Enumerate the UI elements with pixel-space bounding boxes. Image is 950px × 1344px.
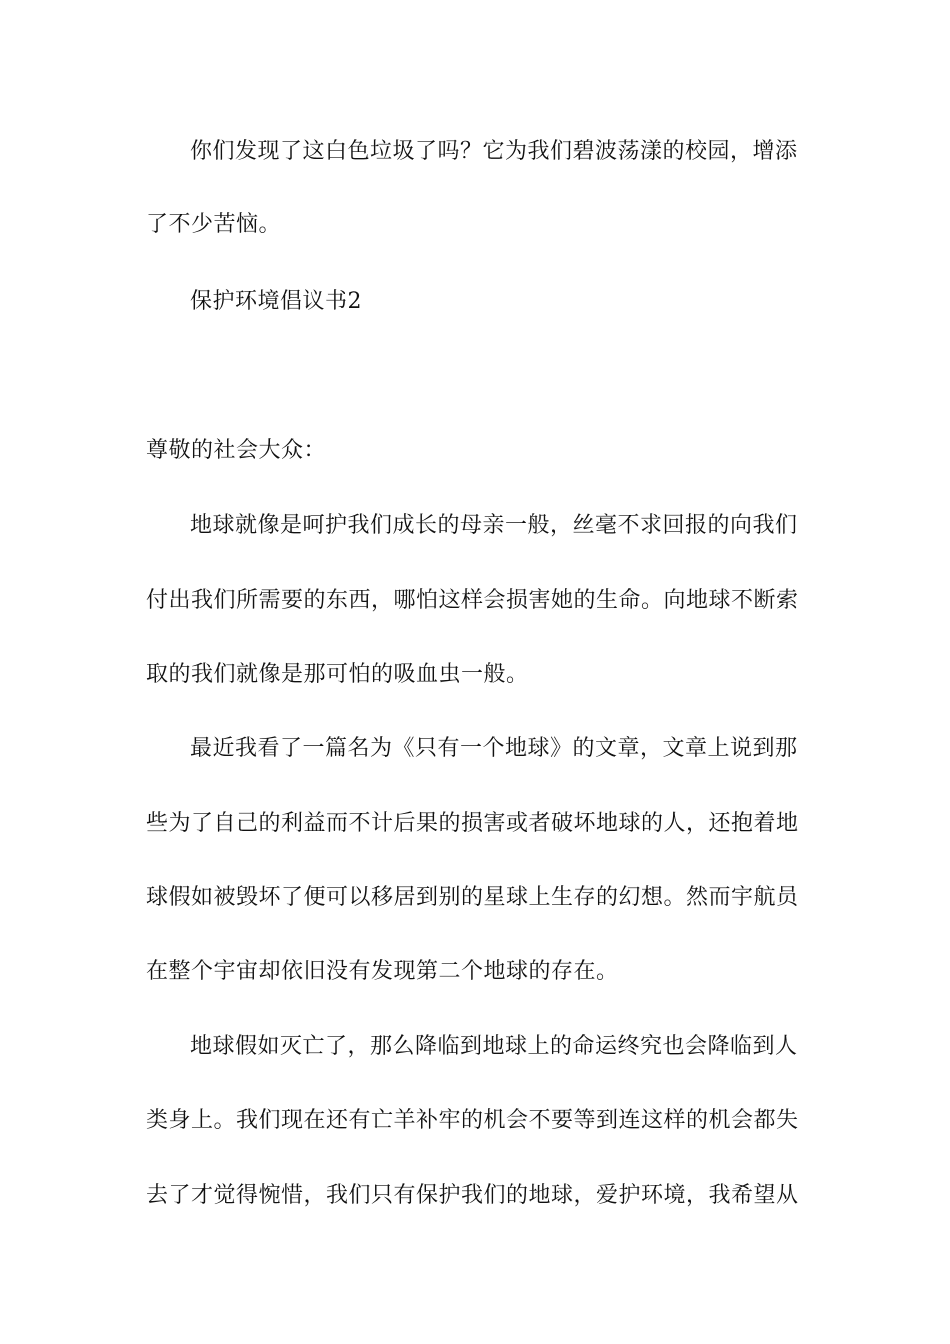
salutation: 尊敬的社会大众： bbox=[146, 438, 327, 463]
paragraph-line: 地球就像是呵护我们成长的母亲一般，丝毫不求回报的向我们 bbox=[190, 513, 798, 538]
paragraph-line: 付出我们所需要的东西，哪怕这样会损害她的生命。向地球不断索 bbox=[146, 588, 799, 613]
paragraph-line: 去了才觉得惋惜，我们只有保护我们的地球，爱护环境，我希望从 bbox=[146, 1183, 799, 1208]
paragraph-line: 些为了自己的利益而不计后果的损害或者破坏地球的人，还抱着地 bbox=[146, 811, 799, 836]
paragraph-line: 了不少苦恼。 bbox=[146, 212, 282, 237]
paragraph-line: 你们发现了这白色垃圾了吗？它为我们碧波荡漾的校园，增添 bbox=[190, 139, 798, 164]
paragraph-line: 最近我看了一篇名为《只有一个地球》的文章，文章上说到那 bbox=[190, 736, 798, 761]
paragraph-line: 取的我们就像是那可怕的吸血虫一般。 bbox=[146, 662, 529, 687]
paragraph-line: 球假如被毁坏了便可以移居到别的星球上生存的幻想。然而宇航员 bbox=[146, 885, 799, 910]
paragraph-line: 地球假如灭亡了，那么降临到地球上的命运终究也会降临到人 bbox=[190, 1034, 798, 1059]
paragraph-line: 在整个宇宙却依旧没有发现第二个地球的存在。 bbox=[146, 959, 619, 984]
section-title: 保护环境倡议书2 bbox=[190, 289, 362, 314]
paragraph-line: 类身上。我们现在还有亡羊补牢的机会不要等到连这样的机会都失 bbox=[146, 1108, 799, 1133]
